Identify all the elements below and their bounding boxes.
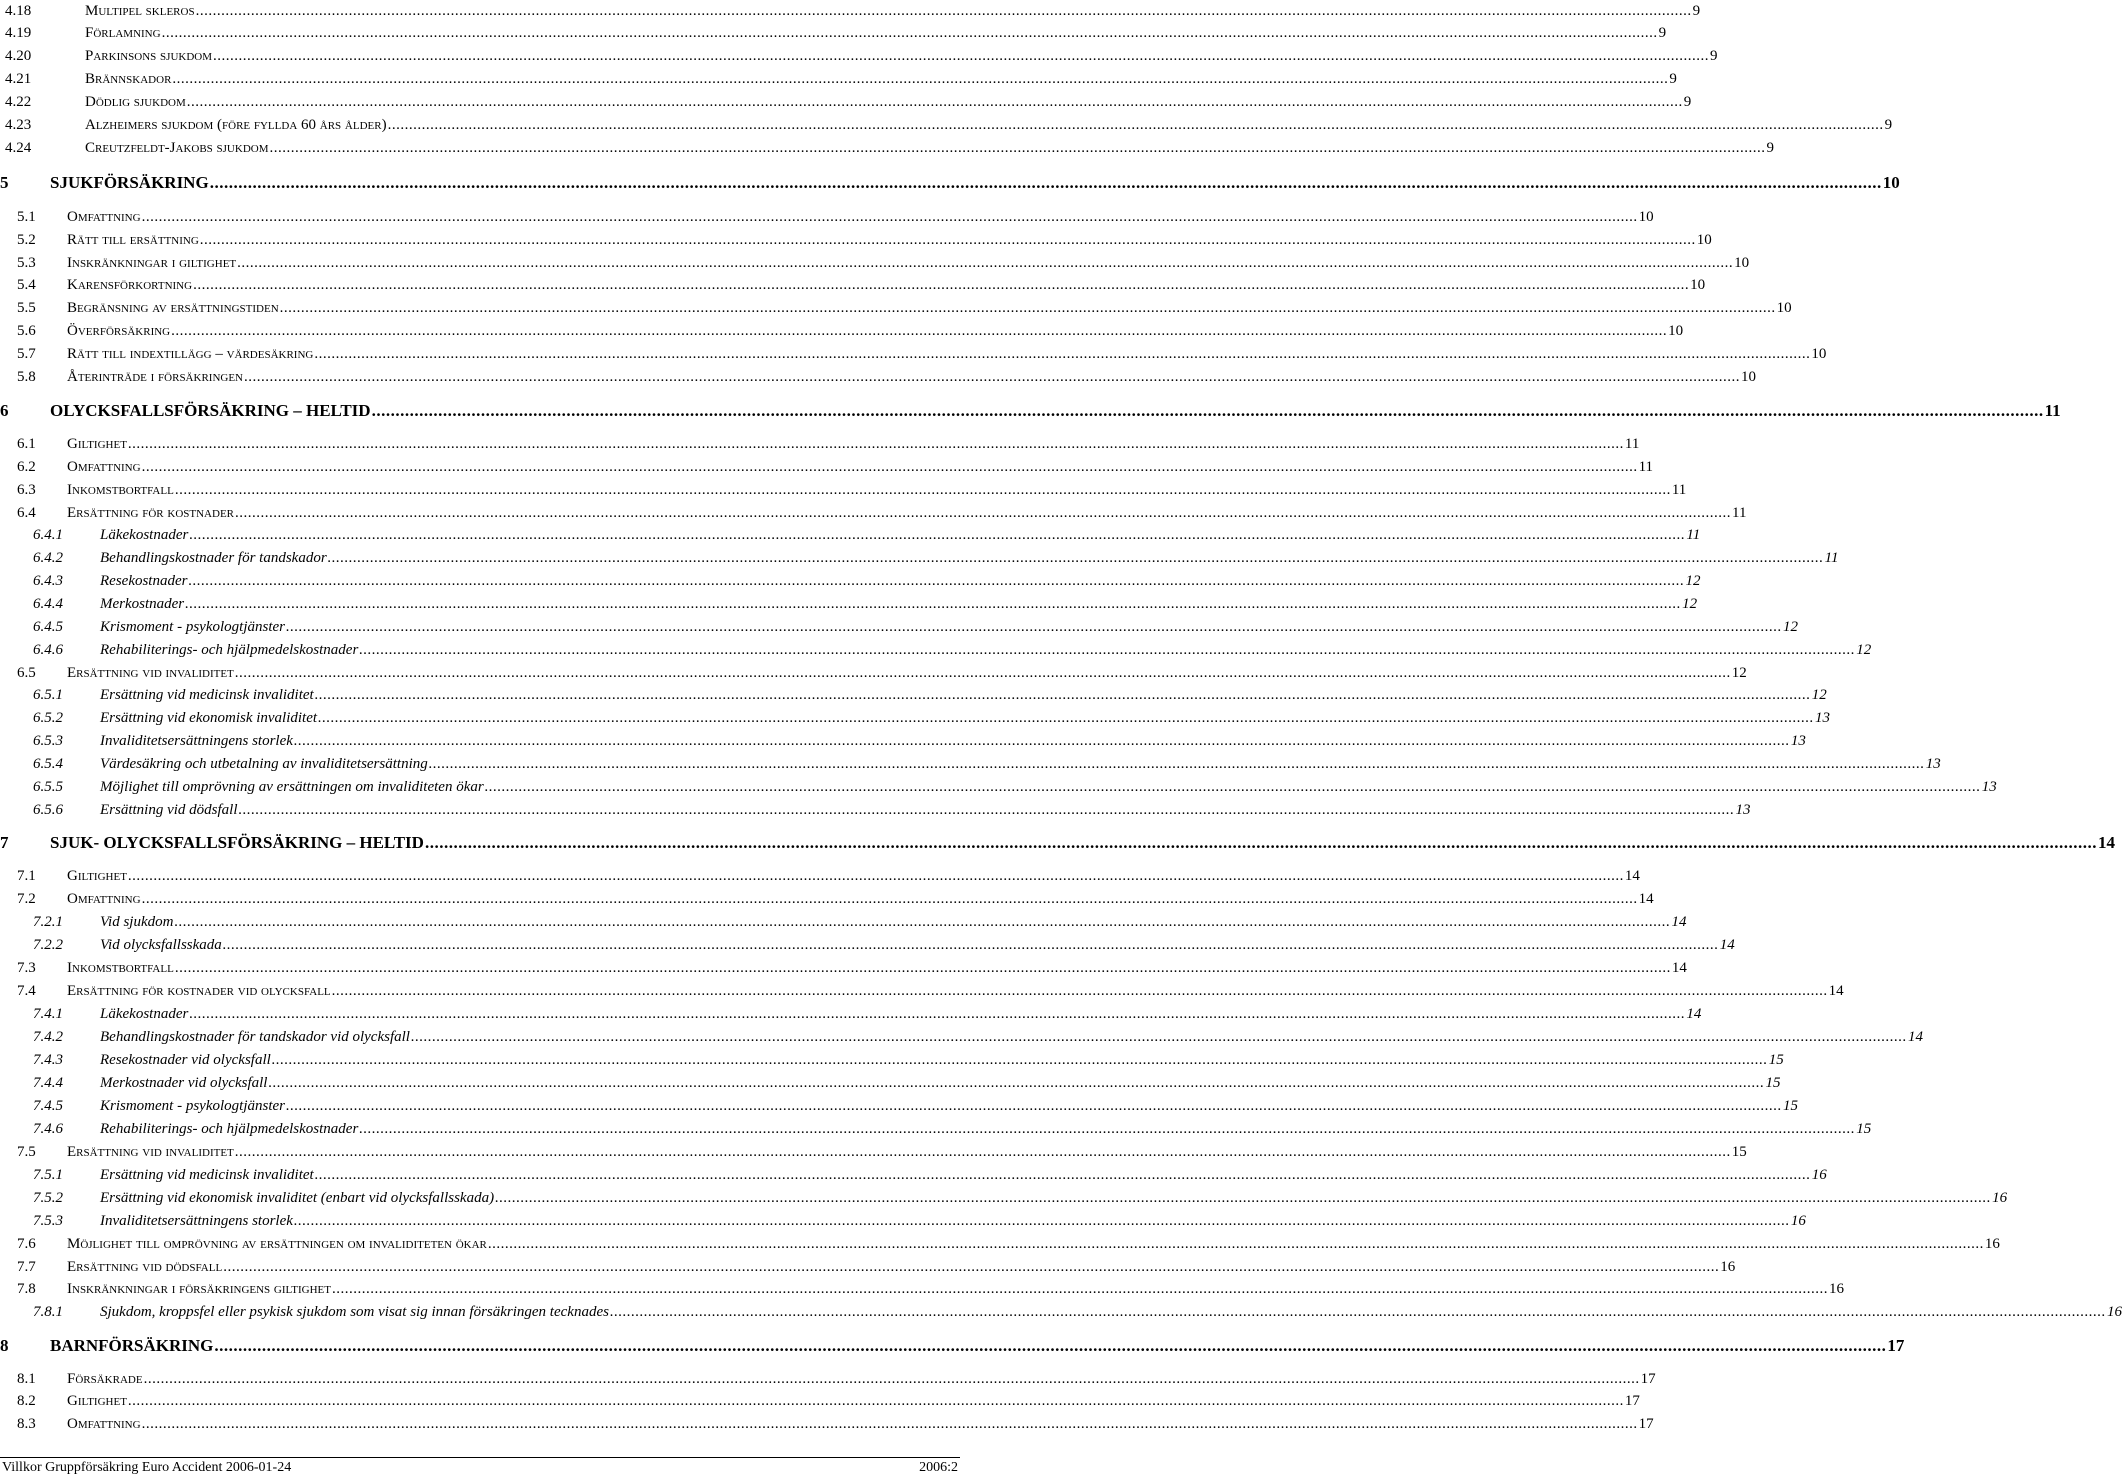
toc-subsection-entry[interactable]	[0, 1003, 1702, 1025]
footer-version: 2006:2	[919, 1460, 958, 1475]
toc-dot-leader	[280, 297, 1776, 319]
toc-dot-leader	[429, 753, 1925, 775]
toc-entry-title: Överförsäkring	[67, 323, 171, 339]
toc-entry-page: 16	[1992, 1190, 2008, 1206]
toc-entry-page: 10	[1638, 209, 1654, 225]
toc-entry-number: 5.6	[17, 323, 36, 339]
toc-entry-page: 9	[1658, 25, 1667, 41]
toc-section-entry[interactable]	[0, 456, 1654, 478]
toc-entry-title: Ersättning vid ekonomisk invaliditet (enbart vid olycksfallsskada)	[100, 1190, 495, 1206]
toc-entry-title: Rätt till ersättning	[67, 232, 199, 248]
toc-section-entry[interactable]	[0, 502, 1747, 524]
toc-section-entry[interactable]	[0, 980, 1844, 1002]
toc-dot-leader	[314, 343, 1810, 365]
toc-entry-number: 6.5	[17, 665, 36, 681]
toc-entry-number: 7.7	[17, 1259, 36, 1275]
toc-chapter-entry[interactable]	[0, 172, 1900, 194]
toc-entry-title: Resekostnader	[100, 573, 188, 589]
toc-entry-number: 5.3	[17, 255, 36, 271]
toc-entry-number: 7.4	[17, 983, 36, 999]
toc-section-entry[interactable]	[0, 1413, 1654, 1435]
toc-entry-title: Invaliditetsersättningens storlek	[100, 733, 293, 749]
toc-entry-title: Behandlingskostnader för tandskador	[100, 550, 327, 566]
toc-entry-page: 16	[1720, 1259, 1736, 1275]
toc-entry-title: Värdesäkring och utbetalning av invaliditetsersättning	[100, 756, 428, 772]
toc-entry-number: 5.2	[17, 232, 36, 248]
toc-entry-title: Ersättning vid medicinsk invaliditet	[100, 1167, 314, 1183]
toc-dot-leader	[495, 1187, 1991, 1209]
toc-entry-number: 6	[0, 401, 9, 420]
toc-entry-title: SJUKFÖRSÄKRING	[50, 173, 209, 192]
toc-entry-title: Giltighet	[67, 1393, 127, 1409]
toc-dot-leader	[485, 776, 1981, 798]
toc-entry-title: Brännskador	[85, 71, 172, 87]
toc-dot-leader	[328, 547, 1824, 569]
toc-chapter-entry[interactable]	[0, 1335, 1905, 1357]
toc-entry-page: 10	[1734, 255, 1750, 271]
toc-entry-title: Inskränkningar i giltighet	[67, 255, 237, 271]
toc-section-entry[interactable]	[0, 274, 1706, 296]
toc-dot-leader	[223, 1256, 1719, 1278]
toc-entry-title: BARNFÖRSÄKRING	[50, 1336, 214, 1355]
toc-subsection-entry[interactable]	[0, 1049, 1784, 1071]
toc-section-entry[interactable]	[0, 1141, 1747, 1163]
toc-entry-number: 4.21	[5, 71, 32, 87]
toc-dot-leader	[223, 934, 1719, 956]
toc-entry-title: Parkinsons sjukdom	[85, 48, 213, 64]
toc-entry-number: 6.5.6	[33, 802, 63, 818]
toc-entry-number: 6.4	[17, 505, 36, 521]
toc-dot-leader	[188, 570, 1684, 592]
toc-entry-number: 7.2.2	[33, 937, 63, 953]
toc-entry-title: Begränsning av ersättningstiden	[67, 300, 279, 316]
toc-entry-title: OLYCKSFALLSFÖRSÄKRING – HELTID	[50, 401, 371, 420]
toc-section-entry[interactable]	[0, 297, 1792, 319]
toc-section-entry[interactable]	[0, 888, 1654, 910]
toc-entry-page: 13	[1790, 733, 1806, 749]
toc-entry-page: 16	[1828, 1281, 1844, 1297]
toc-entry-number: 6.4.4	[33, 596, 63, 612]
toc-dot-leader	[318, 707, 1814, 729]
toc-entry-title: Rehabiliterings- och hjälpmedelskostnader	[100, 1121, 359, 1137]
toc-entry-title: Krismoment - psykologtjänster	[100, 1098, 285, 1114]
toc-entry-title: Omfattning	[67, 209, 141, 225]
toc-section-entry[interactable]	[0, 662, 1747, 684]
toc-section-entry[interactable]	[0, 1256, 1736, 1278]
toc-dot-leader	[214, 1335, 1886, 1357]
toc-section-entry[interactable]	[0, 1368, 1656, 1390]
toc-entry-number: 4.24	[5, 140, 32, 156]
toc-dot-leader	[388, 114, 1884, 136]
toc-entry-title: Möjlighet till omprövning av ersättningen om invaliditeten ökar	[67, 1236, 487, 1252]
toc-subsection-entry[interactable]	[0, 934, 1735, 956]
toc-entry-number: 6.4.6	[33, 642, 63, 658]
toc-entry-number: 7.3	[17, 960, 36, 976]
toc-entry-number: 6.1	[17, 436, 36, 452]
toc-entry-page: 17	[1624, 1393, 1640, 1409]
toc-entry-page: 14	[1719, 937, 1735, 953]
toc-entry-page: 15	[1765, 1075, 1781, 1091]
toc-dot-leader	[411, 1026, 1907, 1048]
toc-entry-page: 17	[1640, 1371, 1656, 1387]
toc-dot-leader	[200, 229, 1696, 251]
toc-entry-title: Ersättning vid ekonomisk invaliditet	[100, 710, 318, 726]
toc-dot-leader	[359, 639, 1855, 661]
toc-entry-number: 6.5.3	[33, 733, 63, 749]
toc-entry-number: 7.4.4	[33, 1075, 63, 1091]
toc-subsection-entry[interactable]	[0, 776, 1997, 798]
toc-entry-title: Läkekostnader	[100, 1006, 189, 1022]
toc-subsection-entry[interactable]	[0, 547, 1839, 569]
toc-entry-number: 6.5.2	[33, 710, 63, 726]
toc-entry-page: 10	[1690, 277, 1706, 293]
toc-dot-leader	[174, 911, 1670, 933]
toc-entry-title: Creutzfeldt-Jakobs sjukdom	[85, 140, 269, 156]
toc-section-entry[interactable]	[0, 957, 1687, 979]
toc-entry-number: 4.19	[5, 25, 32, 41]
toc-entry-page: 10	[1696, 232, 1712, 248]
toc-entry-number: 7.2	[17, 891, 36, 907]
toc-section-entry[interactable]	[0, 0, 1701, 22]
toc-entry-page: 9	[1692, 3, 1701, 19]
toc-entry-title: Krismoment - psykologtjänster	[100, 619, 285, 635]
toc-subsection-entry[interactable]	[0, 616, 1798, 638]
toc-entry-title: Sjukdom, kroppsfel eller psykisk sjukdom som visat sig innan försäkringen tecknades	[100, 1304, 609, 1320]
toc-entry-number: 6.5.5	[33, 779, 63, 795]
toc-entry-page: 11	[1671, 482, 1687, 498]
toc-entry-title: Ersättning vid dödsfall	[100, 802, 238, 818]
toc-entry-page: 10	[1741, 369, 1756, 385]
toc-dot-leader	[210, 172, 1882, 194]
toc-entry-page: 15	[1731, 1144, 1747, 1160]
toc-entry-title: Ersättning för kostnader vid olycksfall	[67, 983, 331, 999]
toc-dot-leader	[315, 1164, 1811, 1186]
toc-entry-page: 11	[1686, 527, 1701, 543]
toc-entry-number: 7.5.2	[33, 1190, 63, 1206]
toc-entry-title: Förlamning	[85, 25, 161, 41]
toc-dot-leader	[128, 865, 1624, 887]
page-footer	[0, 1457, 960, 1478]
toc-entry-number: 8.2	[17, 1393, 36, 1409]
toc-entry-page: 11	[1638, 459, 1654, 475]
toc-entry-page: 17	[1887, 1336, 1905, 1355]
toc-entry-page: 12	[1682, 596, 1698, 612]
toc-dot-leader	[189, 524, 1685, 546]
toc-entry-page: 14	[2097, 833, 2115, 852]
toc-entry-number: 7.2.1	[33, 914, 63, 930]
toc-subsection-entry[interactable]	[0, 684, 1827, 706]
toc-entry-number: 7.4.6	[33, 1121, 63, 1137]
toc-section-entry[interactable]	[0, 229, 1712, 251]
toc-dot-leader	[488, 1233, 1984, 1255]
toc-entry-title: Möjlighet till omprövning av ersättningen om invaliditeten ökar	[100, 779, 484, 795]
toc-entry-title: Inkomstbortfall	[67, 482, 174, 498]
toc-subsection-entry[interactable]	[0, 911, 1687, 933]
toc-section-entry[interactable]	[0, 366, 1756, 388]
toc-entry-title: Dödlig sjukdom	[85, 94, 186, 110]
toc-subsection-entry[interactable]	[0, 1095, 1798, 1117]
toc-entry-page: 16	[1811, 1167, 1827, 1183]
toc-entry-page: 14	[1907, 1029, 1923, 1045]
toc-section-entry[interactable]	[0, 137, 1774, 159]
toc-entry-title: Ersättning vid invaliditet	[67, 665, 234, 681]
toc-entry-page: 9	[1683, 94, 1692, 110]
toc-dot-leader	[332, 980, 1828, 1002]
toc-subsection-entry[interactable]	[0, 570, 1701, 592]
toc-entry-number: 6.4.3	[33, 573, 63, 589]
toc-entry-title: Omfattning	[67, 891, 141, 907]
toc-entry-title: Läkekostnader	[100, 527, 189, 543]
footer-document-title: Villkor Gruppförsäkring Euro Accident 2006-01-24	[2, 1460, 292, 1475]
toc-entry-page: 10	[1811, 346, 1827, 362]
toc-entry-page: 13	[1735, 802, 1751, 818]
toc-entry-title: Ersättning vid medicinsk invaliditet	[100, 687, 314, 703]
toc-dot-leader	[193, 274, 1689, 296]
toc-dot-leader	[213, 45, 1709, 67]
toc-section-entry[interactable]	[0, 1233, 2000, 1255]
toc-dot-leader	[359, 1118, 1855, 1140]
toc-entry-number: 6.4.2	[33, 550, 63, 566]
toc-subsection-entry[interactable]	[0, 1210, 1806, 1232]
toc-entry-title: Multipel skleros	[85, 3, 195, 19]
toc-section-entry[interactable]	[0, 68, 1677, 90]
toc-section-entry[interactable]	[0, 479, 1687, 501]
toc-entry-number: 5	[0, 173, 9, 192]
toc-subsection-entry[interactable]	[0, 753, 1941, 775]
toc-entry-title: Behandlingskostnader för tandskador vid olycksfall	[100, 1029, 410, 1045]
toc-dot-leader	[187, 91, 1683, 113]
toc-subsection-entry[interactable]	[0, 1118, 1872, 1140]
toc-entry-title: Rätt till indextillägg – värdesäkring	[67, 346, 314, 362]
toc-subsection-entry[interactable]	[0, 1164, 1827, 1186]
toc-dot-leader	[196, 0, 1692, 22]
toc-dot-leader	[235, 502, 1731, 524]
toc-subsection-entry[interactable]	[0, 1072, 1781, 1094]
toc-entry-number: 7.5	[17, 1144, 36, 1160]
toc-entry-number: 7.8	[17, 1281, 36, 1297]
toc-entry-number: 7.4.3	[33, 1052, 63, 1068]
toc-entry-title: Omfattning	[67, 1416, 141, 1432]
toc-entry-page: 15	[1783, 1098, 1798, 1114]
toc-dot-leader	[128, 1390, 1624, 1412]
toc-entry-number: 8.3	[17, 1416, 36, 1432]
toc-entry-page: 12	[1856, 642, 1872, 658]
toc-section-entry[interactable]	[0, 320, 1684, 342]
toc-section-entry[interactable]	[0, 114, 1893, 136]
toc-dot-leader	[235, 1141, 1731, 1163]
toc-subsection-entry[interactable]	[0, 707, 1831, 729]
toc-entry-page: 9	[1884, 117, 1893, 133]
toc-entry-number: 5.8	[17, 369, 36, 385]
toc-entry-page: 11	[1624, 436, 1640, 452]
toc-entry-page: 14	[1828, 983, 1844, 999]
toc-dot-leader	[610, 1301, 2106, 1323]
toc-dot-leader	[175, 479, 1671, 501]
toc-entry-number: 7.4.1	[33, 1006, 63, 1022]
toc-entry-title: Merkostnader vid olycksfall	[100, 1075, 268, 1091]
toc-entry-title: Karensförkortning	[67, 277, 193, 293]
toc-dot-leader	[144, 1368, 1640, 1390]
toc-entry-title: Giltighet	[67, 868, 127, 884]
toc-entry-number: 7	[0, 833, 9, 852]
toc-entry-title: Inskränkningar i försäkringens giltighet	[67, 1281, 331, 1297]
toc-entry-page: 17	[1638, 1416, 1654, 1432]
toc-entry-number: 8	[0, 1336, 9, 1355]
toc-dot-leader	[272, 1049, 1768, 1071]
toc-section-entry[interactable]	[0, 252, 1750, 274]
toc-dot-leader	[268, 1072, 1764, 1094]
toc-subsection-entry[interactable]	[0, 593, 1698, 615]
toc-dot-leader	[286, 616, 1782, 638]
toc-subsection-entry[interactable]	[0, 730, 1806, 752]
toc-chapter-entry[interactable]	[0, 832, 2115, 854]
toc-section-entry[interactable]	[0, 45, 1718, 67]
toc-entry-number: 6.2	[17, 459, 36, 475]
toc-subsection-entry[interactable]	[0, 639, 1872, 661]
toc-dot-leader	[171, 320, 1667, 342]
toc-entry-page: 9	[1669, 71, 1677, 87]
toc-dot-leader	[142, 888, 1638, 910]
toc-entry-number: 6.3	[17, 482, 36, 498]
toc-entry-number: 7.1	[17, 868, 36, 884]
toc-entry-number: 7.6	[17, 1236, 36, 1252]
toc-entry-page: 14	[1624, 868, 1640, 884]
toc-entry-title: Inkomstbortfall	[67, 960, 174, 976]
toc-section-entry[interactable]	[0, 343, 1827, 365]
toc-section-entry[interactable]	[0, 206, 1654, 228]
toc-entry-page: 13	[1925, 756, 1941, 772]
toc-dot-leader	[425, 832, 2097, 854]
toc-entry-number: 5.5	[17, 300, 36, 316]
toc-dot-leader	[270, 137, 1766, 159]
toc-entry-number: 4.22	[5, 94, 32, 110]
toc-subsection-entry[interactable]	[0, 1026, 1923, 1048]
toc-entry-page: 14	[1686, 1006, 1702, 1022]
toc-dot-leader	[237, 252, 1733, 274]
toc-entry-page: 16	[2106, 1304, 2122, 1320]
toc-dot-leader	[162, 22, 1658, 44]
toc-entry-number: 6.4.1	[33, 527, 63, 543]
toc-dot-leader	[142, 456, 1638, 478]
toc-dot-leader	[189, 1003, 1685, 1025]
toc-entry-number: 7.4.2	[33, 1029, 63, 1045]
toc-entry-title: Rehabiliterings- och hjälpmedelskostnader	[100, 642, 359, 658]
toc-entry-number: 8.1	[17, 1371, 36, 1387]
toc-entry-page: 10	[1882, 173, 1900, 192]
toc-entry-number: 5.7	[17, 346, 36, 362]
toc-entry-title: Omfattning	[67, 459, 141, 475]
toc-entry-number: 7.4.5	[33, 1098, 63, 1114]
toc-chapter-entry[interactable]	[0, 400, 2061, 422]
toc-entry-page: 12	[1731, 665, 1747, 681]
toc-entry-page: 16	[1984, 1236, 2000, 1252]
toc-entry-number: 6.4.5	[33, 619, 63, 635]
toc-entry-page: 13	[1815, 710, 1831, 726]
toc-section-entry[interactable]	[0, 91, 1692, 113]
toc-entry-number: 6.5.4	[33, 756, 63, 772]
toc-entry-number: 4.18	[5, 3, 32, 19]
toc-dot-leader	[172, 68, 1668, 90]
toc-entry-number: 4.23	[5, 117, 32, 133]
toc-entry-page: 10	[1776, 300, 1792, 316]
toc-entry-page: 15	[1768, 1052, 1784, 1068]
toc-entry-number: 7.5.1	[33, 1167, 63, 1183]
toc-entry-page: 9	[1766, 140, 1774, 156]
toc-dot-leader	[315, 684, 1811, 706]
toc-entry-title: Vid olycksfallsskada	[100, 937, 222, 953]
toc-section-entry[interactable]	[0, 433, 1640, 455]
toc-dot-leader	[332, 1278, 1828, 1300]
toc-dot-leader	[142, 206, 1638, 228]
toc-dot-leader	[128, 433, 1624, 455]
toc-entry-page: 10	[1668, 323, 1684, 339]
toc-entry-title: Invaliditetsersättningens storlek	[100, 1213, 293, 1229]
toc-entry-title: Alzheimers sjukdom (före fyllda 60 års ålder)	[85, 117, 387, 133]
toc-entry-title: Ersättning vid dödsfall	[67, 1259, 223, 1275]
toc-dot-leader	[286, 1095, 1782, 1117]
toc-dot-leader	[294, 730, 1790, 752]
toc-section-entry[interactable]	[0, 1390, 1640, 1412]
toc-entry-page: 16	[1790, 1213, 1806, 1229]
toc-section-entry[interactable]	[0, 865, 1640, 887]
toc-dot-leader	[185, 593, 1681, 615]
toc-entry-title: Vid sjukdom	[100, 914, 174, 930]
toc-entry-title: Giltighet	[67, 436, 127, 452]
toc-dot-leader	[244, 366, 1740, 388]
toc-entry-page: 12	[1685, 573, 1701, 589]
toc-subsection-entry[interactable]	[0, 524, 1701, 546]
toc-subsection-entry[interactable]	[0, 799, 1751, 821]
toc-dot-leader	[294, 1210, 1790, 1232]
toc-entry-title: Ersättning för kostnader	[67, 505, 235, 521]
toc-entry-number: 5.1	[17, 209, 36, 225]
toc-entry-number: 7.5.3	[33, 1213, 63, 1229]
toc-entry-page: 11	[1732, 505, 1747, 521]
toc-subsection-entry[interactable]	[0, 1187, 2008, 1209]
toc-entry-title: Återinträde i försäkringen	[67, 369, 243, 385]
toc-entry-page: 14	[1671, 960, 1687, 976]
toc-dot-leader	[372, 400, 2044, 422]
toc-entry-number: 4.20	[5, 48, 32, 64]
toc-section-entry[interactable]	[0, 1278, 1844, 1300]
toc-entry-page: 14	[1671, 914, 1687, 930]
toc-entry-title: Försäkrade	[67, 1371, 143, 1387]
toc-entry-title: Merkostnader	[100, 596, 185, 612]
toc-dot-leader	[235, 662, 1731, 684]
toc-entry-page: 13	[1981, 779, 1997, 795]
toc-entry-page: 11	[2044, 401, 2061, 420]
toc-entry-number: 6.5.1	[33, 687, 63, 703]
toc-entry-number: 5.4	[17, 277, 36, 293]
toc-entry-page: 12	[1811, 687, 1827, 703]
toc-entry-title: SJUK- OLYCKSFALLSFÖRSÄKRING – HELTID	[50, 833, 424, 852]
toc-entry-page: 11	[1824, 550, 1839, 566]
toc-dot-leader	[175, 957, 1671, 979]
toc-entry-page: 14	[1638, 891, 1654, 907]
toc-section-entry[interactable]	[0, 22, 1667, 44]
toc-entry-page: 15	[1856, 1121, 1872, 1137]
toc-dot-leader	[239, 799, 1735, 821]
toc-entry-number: 7.8.1	[33, 1304, 63, 1320]
toc-entry-page: 9	[1710, 48, 1718, 64]
toc-subsection-entry[interactable]	[0, 1301, 2122, 1323]
toc-entry-page: 12	[1783, 619, 1798, 635]
toc-dot-leader	[142, 1413, 1638, 1435]
toc-entry-title: Resekostnader vid olycksfall	[100, 1052, 271, 1068]
toc-entry-title: Ersättning vid invaliditet	[67, 1144, 234, 1160]
